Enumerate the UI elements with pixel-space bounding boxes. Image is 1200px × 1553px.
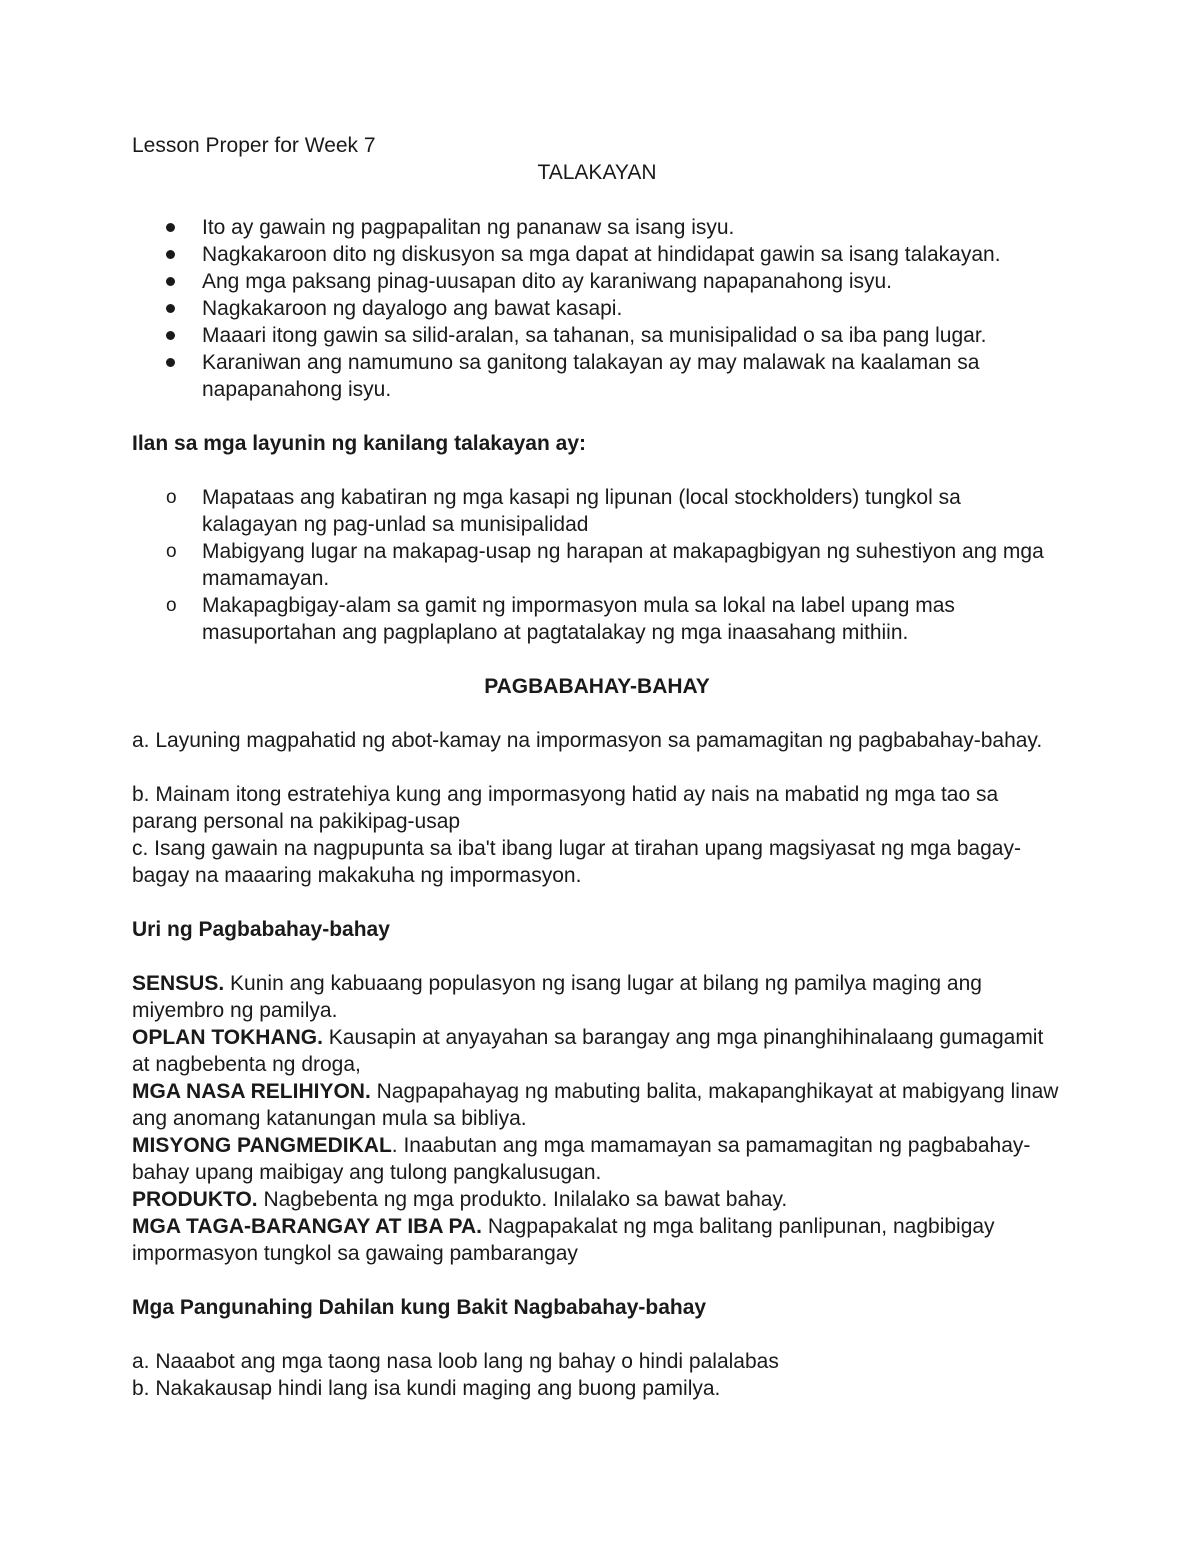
spacer (132, 943, 1062, 970)
section-heading-pagbabahay: PAGBABAHAY-BAHAY (484, 675, 710, 698)
uri-entry: MISYONG PANGMEDIKAL. Inaabutan ang mga mamamayan sa pamamagitan ng pagbabahay- bahay upang maibigay ang tulong pangkalusugan. (132, 1134, 1031, 1184)
uri-entry: MGA TAGA-BARANGAY AT IBA PA. Nagpapakalat ng mga balitang panlipunan, nagbibigay impormasyon tungkol sa gawaing pambarangay (132, 1215, 995, 1265)
spacer (132, 700, 1062, 727)
lesson-title: Lesson Proper for Week 7 (132, 134, 376, 157)
list-item: Maaari itong gawin sa silid-aralan, sa tahanan, sa munisipalidad o sa iba pang lugar. (132, 322, 1062, 349)
bullet-dot-icon (166, 277, 175, 286)
bullet-dot-icon (166, 358, 175, 367)
list-item: o Mabigyang lugar na makapag-usap ng harapan at makapagbigyan ng suhestiyon ang mga mamamayan. (166, 540, 1044, 590)
dahilan-item-b: b. Nakakausap hindi lang isa kundi maging ang buong pamilya. (132, 1377, 721, 1400)
layunin-bullet-list (132, 484, 1062, 646)
spacer (132, 1267, 1062, 1294)
bullet-dot-icon (166, 331, 175, 340)
spacer (132, 186, 1062, 214)
uri-entry: PRODUKTO. Nagbebenta ng mga produkto. Inilalako sa bawat bahay. (132, 1188, 788, 1211)
talakayan-bullet-list (132, 214, 1062, 403)
uri-heading: Uri ng Pagbabahay-bahay (132, 918, 390, 941)
bullet-dot-icon (166, 250, 175, 259)
pagbabahay-item-a: a. Layuning magpahatid ng abot-kamay na impormasyon sa pamamagitan ng pagbabahay-bahay. (132, 729, 1043, 752)
pagbabahay-item-b: b. Mainam itong estratehiya kung ang impormasyong hatid ay nais na mabatid ng mga tao sa parang personal na pakikipag-usap (132, 783, 999, 833)
spacer (132, 646, 1062, 673)
dahilan-heading: Mga Pangunahing Dahilan kung Bakit Nagbabahay-bahay (132, 1296, 707, 1319)
list-item: o Makapagbigay-alam sa gamit ng impormasyon mula sa lokal na label upang mas masuportahan ang pagplaplano at pagtatalakay ng mga inaasahang mithiin. (166, 594, 955, 644)
spacer (132, 1321, 1062, 1348)
list-item: Ang mga paksang pinag-uusapan dito ay karaniwang napapanahong isyu. (132, 268, 1062, 295)
circle-bullet-icon: o (166, 541, 177, 562)
section-heading-talakayan: TALAKAYAN (537, 161, 657, 184)
spacer (132, 457, 1062, 484)
uri-entry: OPLAN TOKHANG. Kausapin at anyayahan sa barangay ang mga pinanghihinalaang gumagamit at nagbebenta ng droga, (132, 1026, 1044, 1076)
bullet-dot-icon (166, 223, 175, 232)
dahilan-item-a: a. Naaabot ang mga taong nasa loob lang ng bahay o hindi palalabas (132, 1350, 779, 1373)
circle-bullet-icon: o (166, 595, 177, 616)
spacer (132, 403, 1062, 430)
list-item: Nagkakaroon ng dayalogo ang bawat kasapi. (132, 295, 1062, 322)
list-item: Ito ay gawain ng pagpapalitan ng pananaw sa isang isyu. (132, 214, 1062, 241)
list-item: Karaniwan ang namumuno sa ganitong talakayan ay may malawak na kaalaman sa napapanahong isyu. (132, 349, 1062, 403)
spacer (132, 889, 1062, 916)
uri-entry: MGA NASA RELIHIYON. Nagpapahayag ng mabuting balita, makapanghikayat at mabigyang linaw ang anomang katanungan mula sa bibliya. (132, 1080, 1059, 1130)
bullet-dot-icon (166, 304, 175, 313)
list-item: Nagkakaroon dito ng diskusyon sa mga dapat at hindidapat gawin sa isang talakayan. (132, 241, 1062, 268)
pagbabahay-item-c: c. Isang gawain na nagpupunta sa iba't ibang lugar at tirahan upang magsiyasat ng mga bagay-bagay na maaaring makakuha ng impormasyon. (132, 837, 1021, 887)
list-item: o Mapataas ang kabatiran ng mga kasapi ng lipunan (local stockholders) tungkol sa kalagayan ng pag-unlad sa munisipalidad (166, 486, 961, 536)
layunin-heading: Ilan sa mga layunin ng kanilang talakayan ay: (132, 432, 586, 455)
spacer (132, 754, 1062, 781)
uri-entry: SENSUS. Kunin ang kabuaang populasyon ng isang lugar at bilang ng pamilya maging ang miyembro ng pamilya. (132, 972, 982, 1022)
circle-bullet-icon: o (166, 487, 177, 508)
document-page (132, 132, 1062, 1402)
